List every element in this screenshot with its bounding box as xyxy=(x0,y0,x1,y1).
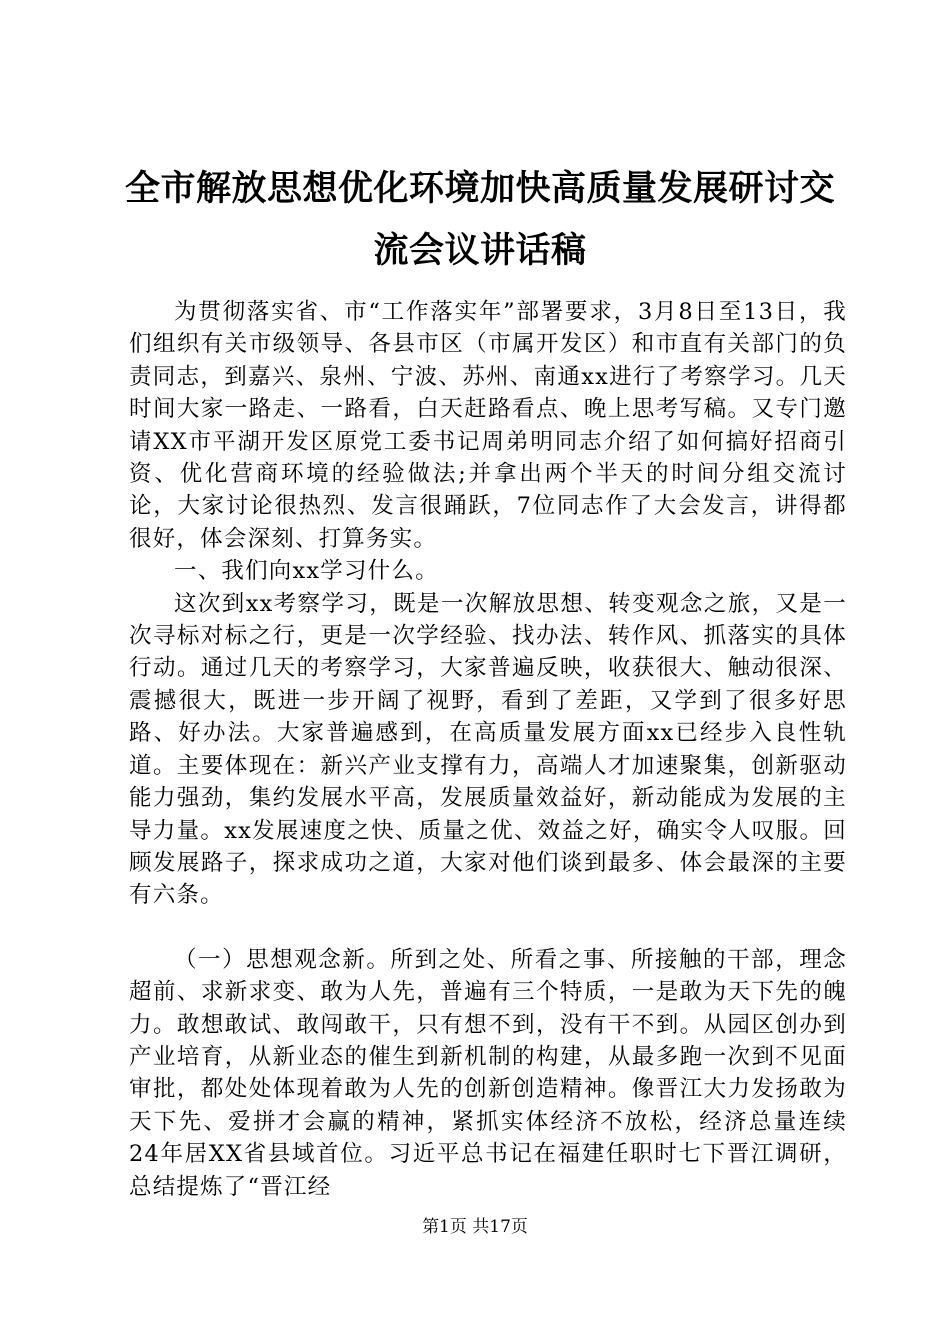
document-title: 全市解放思想优化环境加快高质量发展研讨交流会议讲话稿 xyxy=(124,169,835,271)
document-body xyxy=(129,296,847,1203)
paragraph-point-1: （一）思想观念新。所到之处、所看之事、所接触的干部，理念超前、求新求变、敢为人先，普遍有三个特质，一是敢为天下先的魄力。敢想敢试、敢闯敢干，只有想不到，没有干不到。从园区创办到产业培育，从新业态的催生到新机制的构建，从最多跑一次到不见面审批，都处处体现着敢为人先的创新创造精神。像晋江大力发扬敢为天下先、爱拼才会赢的精神，紧抓实体经济不放松，经济总量连续24年居XX省县域首位。习近平总书记在福建任职时七下晋江调研，总结提炼了“晋江经 xyxy=(129,946,847,1200)
paragraph-study: 这次到xx考察学习，既是一次解放思想、转变观念之旅，又是一次寻标对标之行，更是一次学经验、找办法、转作风、抓落实的具体行动。通过几天的考察学习，大家普遍反映，收获很大、触动很深、震撼很大，既进一步开阔了视野，看到了差距，又学到了很多好思路、好办法。大家普遍感到，在高质量发展方面xx已经步入良性轨道。主要体现在：新兴产业支撑有力，高端人才加速聚集，创新驱动能力强劲，集约发展水平高，发展质量效益好，新动能成为发展的主导力量。xx发展速度之快、质量之优、效益之好，确实令人叹服。回顾发展路子，探求成功之道，大家对他们谈到最多、体会最深的主要有六条。 xyxy=(129,590,847,909)
paragraph-intro: 为贯彻落实省、市“工作落实年”部署要求，3月8日至13日，我们组织有关市级领导、各县市区（市属开发区）和市直有关部门的负责同志，到嘉兴、泉州、宁波、苏州、南通xx进行了考察学习。几天时间大家一路走、一路看，白天赶路看点、晚上思考写稿。又专门邀请XX市平湖开发区原党工委书记周弟明同志介绍了如何搞好招商引资、优化营商环境的经验做法;并拿出两个半天的时间分组交流讨论，大家讨论很热烈、发言很踊跃，7位同志作了大会发言，讲得都很好，体会深刻、打算务实。 xyxy=(129,299,847,552)
section-heading-1: 一、我们向xx学习什么。 xyxy=(174,558,439,585)
page-number: 第1页 共17页 xyxy=(422,1217,528,1237)
